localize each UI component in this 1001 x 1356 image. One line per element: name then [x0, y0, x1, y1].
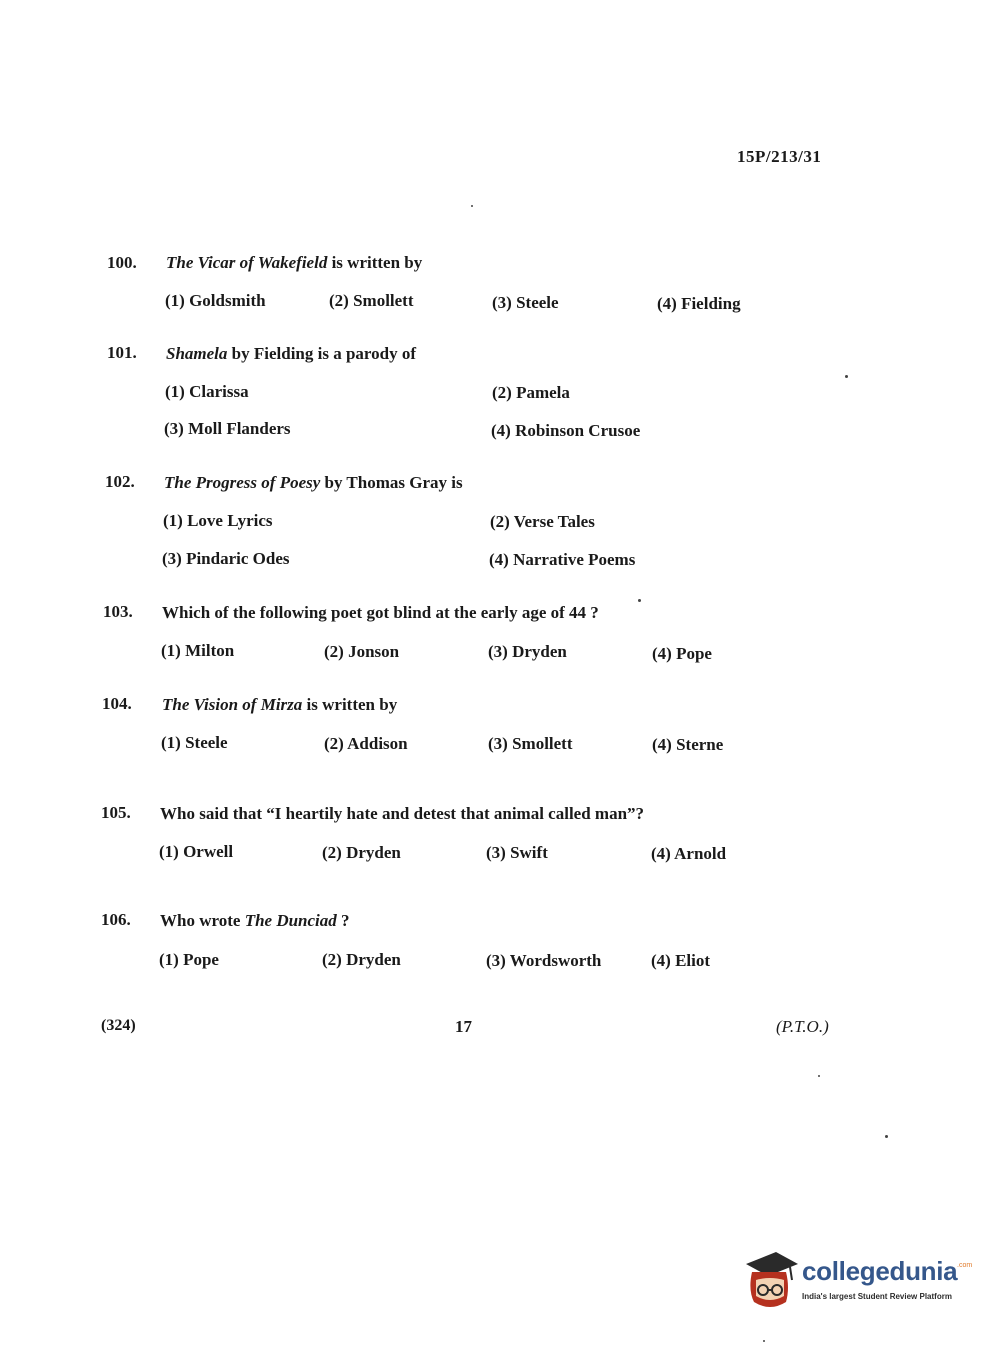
question-title: The Vicar of Wakefield [166, 253, 328, 272]
pto-label: (P.T.O.) [776, 1017, 829, 1036]
option-3: (3) Pindaric Odes [162, 549, 290, 568]
option-2: (2) Dryden [322, 843, 401, 862]
question-rest: by Thomas Gray is [320, 473, 463, 492]
question-text [166, 344, 416, 364]
option-1: (1) Goldsmith [165, 291, 266, 310]
option-3: (3) Dryden [488, 642, 567, 661]
question-number: 104. [102, 694, 132, 713]
question-number: 101. [107, 343, 137, 362]
option-2: (2) Verse Tales [490, 512, 595, 531]
page-number: 17 [455, 1017, 472, 1036]
question-title: The Progress of Poesy [164, 473, 321, 492]
question-title: The Vision of Mirza [162, 695, 303, 714]
question-title: Shamela [166, 344, 228, 363]
option-1: (1) Milton [161, 641, 235, 660]
brand-name: collegedunia [802, 1256, 958, 1286]
option-2: (2) Jonson [324, 642, 400, 661]
option-2: (2) Addison [324, 734, 408, 753]
scan-speck [845, 375, 848, 378]
question-rest: Who said that “I heartily hate and detest that animal called man”? [160, 804, 645, 823]
question-number: 105. [101, 803, 131, 822]
option-3: (3) Swift [486, 843, 548, 862]
question-rest: by Fielding is a parody of [227, 344, 417, 363]
question-text [162, 695, 397, 715]
option-3: (3) Steele [492, 293, 559, 312]
question-number: 100. [107, 253, 137, 272]
scan-speck [763, 1340, 765, 1342]
collegedunia-watermark [742, 1250, 972, 1320]
option-2: (2) Dryden [322, 950, 401, 969]
paper-code: 15P/213/31 [737, 147, 822, 166]
option-1: (1) Orwell [159, 842, 234, 861]
question-number: 102. [105, 472, 135, 491]
option-1: (1) Love Lyrics [163, 511, 273, 530]
option-4: (4) Fielding [657, 294, 741, 313]
option-4: (4) Robinson Crusoe [491, 421, 641, 440]
question-rest: is written by [327, 253, 423, 272]
option-1: (1) Steele [161, 733, 228, 752]
option-3: (3) Wordsworth [486, 951, 602, 970]
option-1: (1) Pope [159, 950, 219, 969]
brand-suffix: .com [957, 1262, 973, 1269]
question-number: 103. [103, 602, 133, 621]
option-4: (4) Narrative Poems [489, 550, 636, 569]
option-4: (4) Eliot [651, 951, 711, 970]
option-3: (3) Moll Flanders [164, 419, 291, 438]
question-prefix: Who wrote [160, 911, 245, 930]
question-rest: is written by [302, 695, 398, 714]
question-number: 106. [101, 910, 131, 929]
question-text [160, 911, 350, 931]
option-1: (1) Clarissa [165, 382, 249, 401]
option-3: (3) Smollett [488, 734, 573, 753]
question-text [162, 603, 599, 623]
option-2: (2) Smollett [329, 291, 414, 310]
question-title: The Dunciad [244, 911, 337, 930]
mascot-logo-icon [742, 1250, 800, 1314]
scan-speck [818, 1075, 820, 1077]
option-2: (2) Pamela [492, 383, 570, 402]
brand-tagline: India's largest Student Review Platform [802, 1292, 952, 1301]
question-rest: Which of the following poet got blind at the early age of 44 ? [162, 603, 599, 622]
scan-speck [885, 1135, 888, 1138]
option-4: (4) Pope [652, 644, 712, 663]
scan-speck [638, 599, 641, 602]
paper-footer-code: (324) [101, 1017, 136, 1034]
option-4: (4) Arnold [651, 844, 727, 863]
scan-speck [471, 205, 473, 207]
question-text [160, 804, 644, 824]
question-text [166, 253, 422, 273]
option-4: (4) Sterne [652, 735, 724, 754]
question-rest: ? [336, 911, 350, 930]
question-text [164, 473, 463, 493]
